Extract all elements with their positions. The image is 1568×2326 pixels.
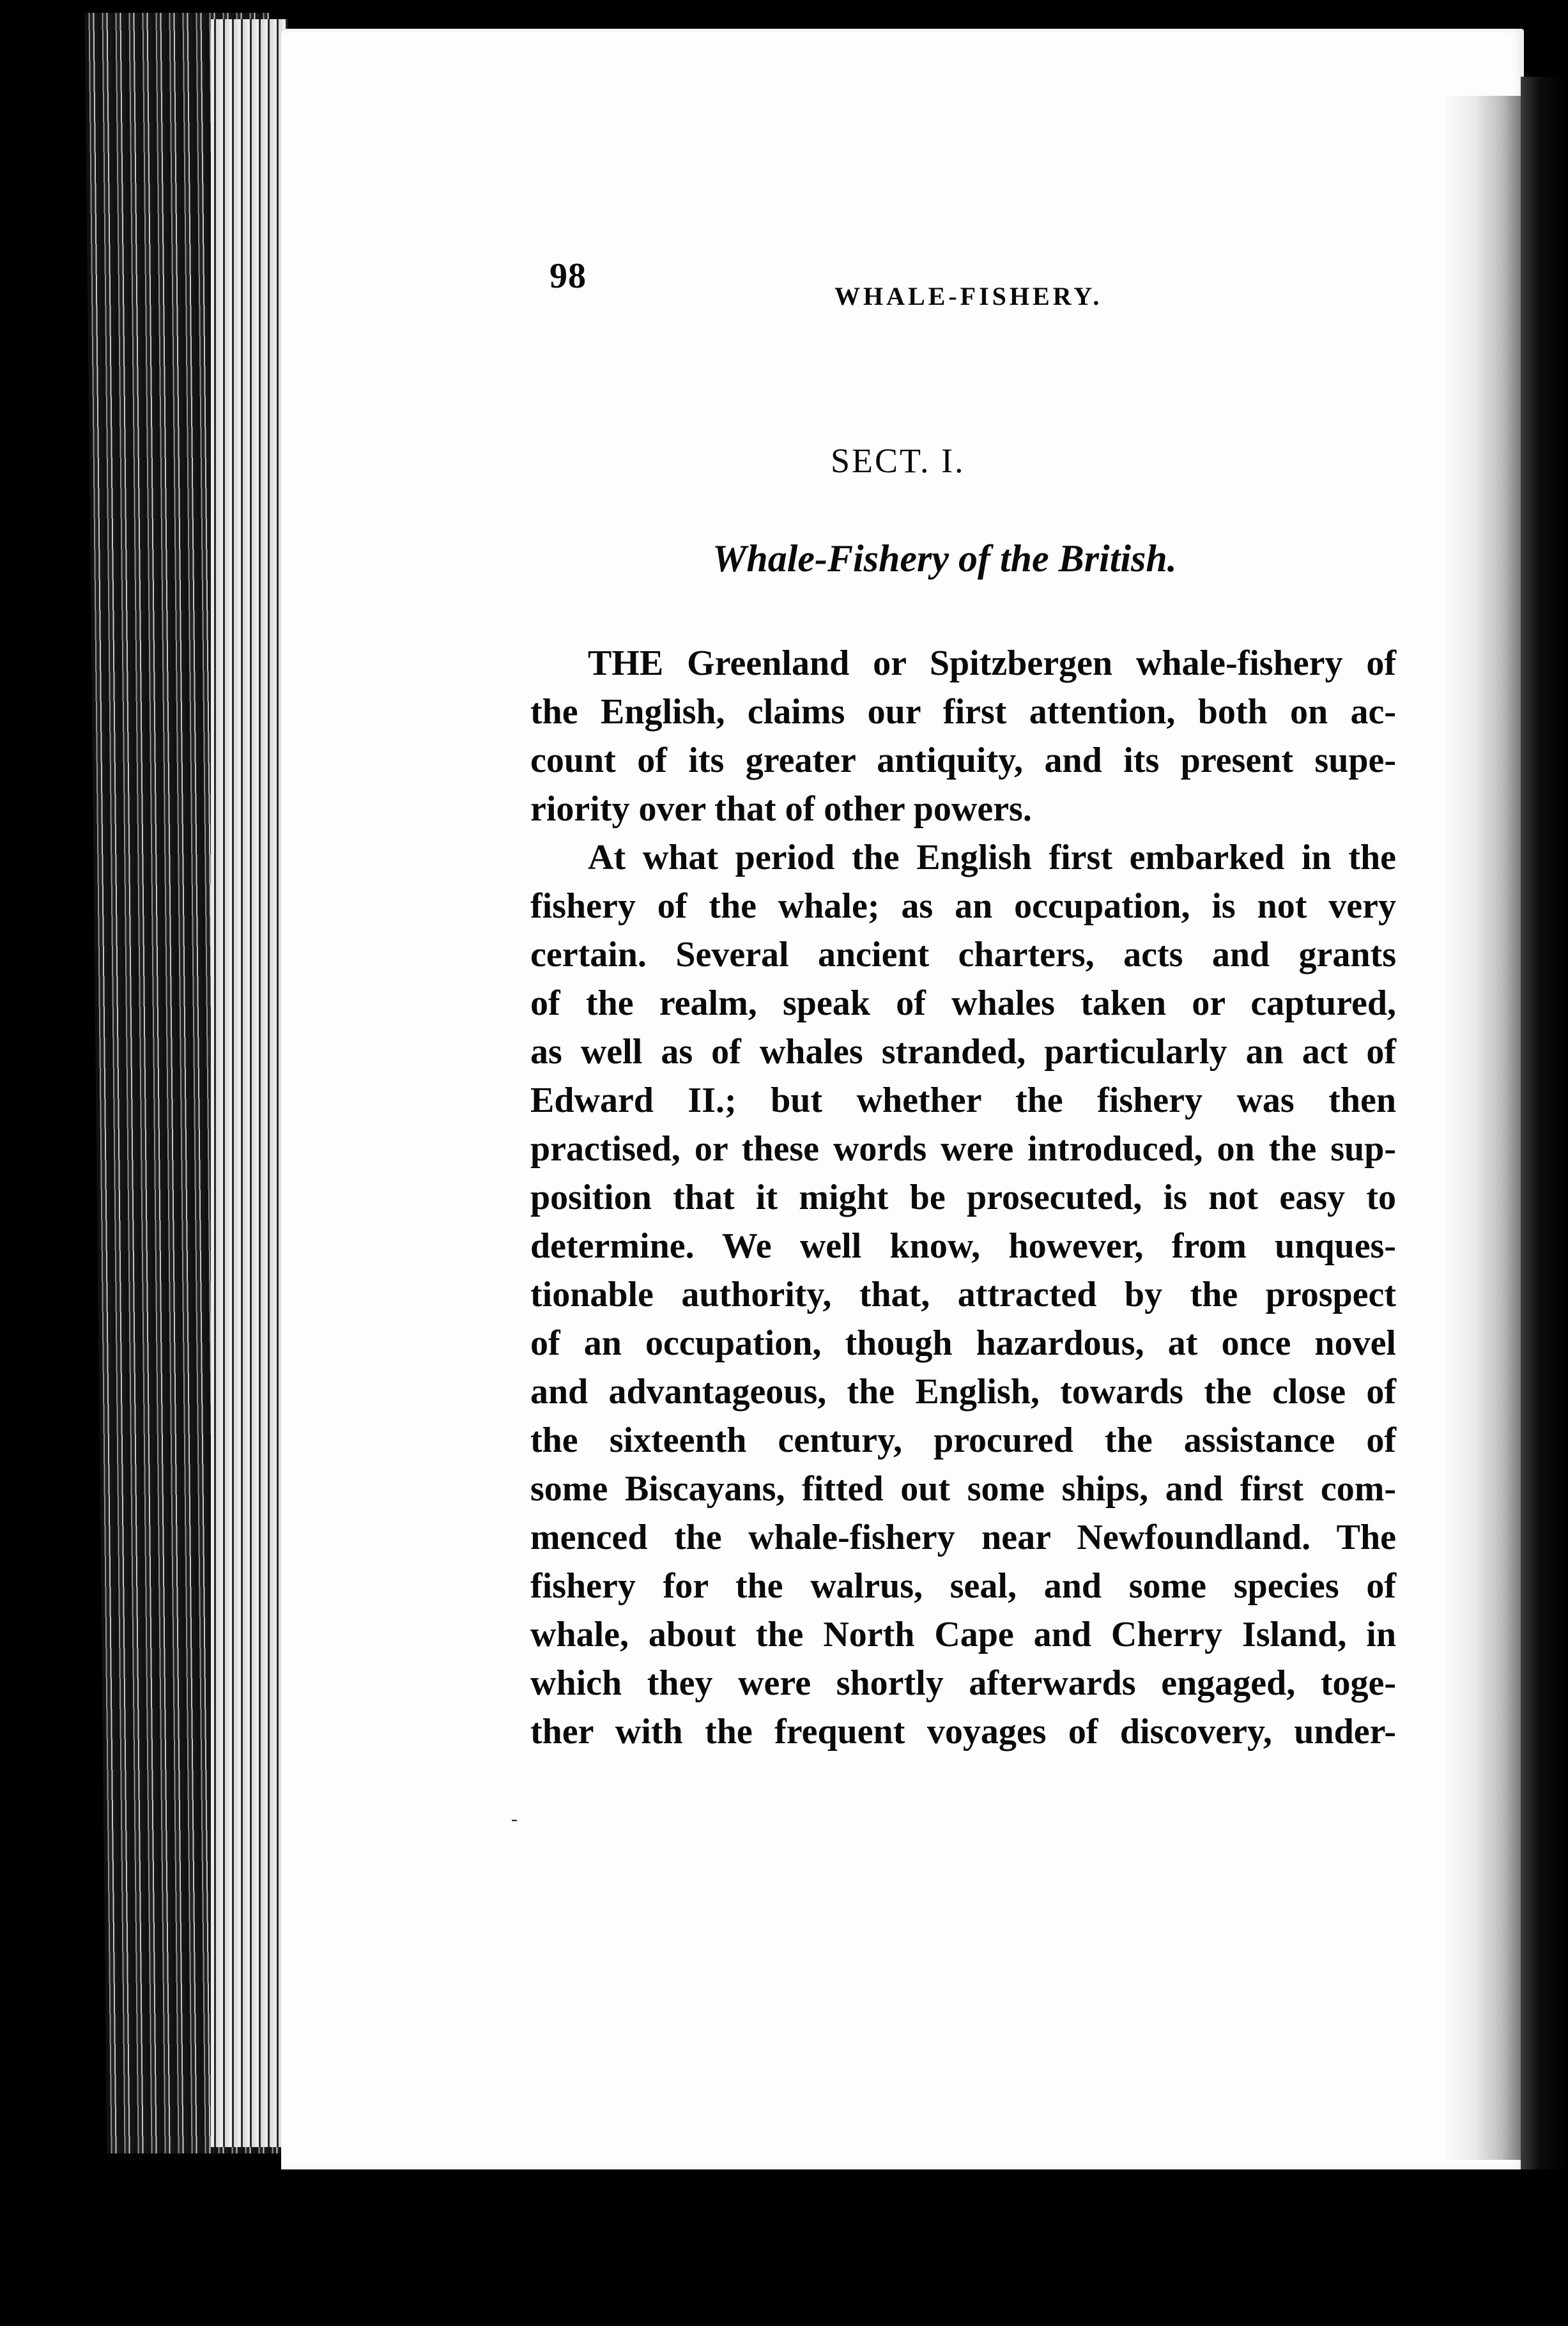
text-line: some Biscayans, fitted out some ships, and first com- — [530, 1469, 1396, 1509]
text-line: tionable authority, that, attracted by the prospect — [530, 1275, 1396, 1314]
page-gutter-shadow — [1445, 96, 1521, 2160]
text-line: as well as of whales stranded, particularly an act of — [530, 1032, 1396, 1072]
text-line: position that it might be prosecuted, is not easy to — [530, 1178, 1396, 1217]
section-title: Whale-Fishery of the British. — [712, 537, 1177, 580]
running-title: WHALE-FISHERY. — [834, 282, 1103, 311]
text-line: Edward II.; but whether the fishery was then — [530, 1081, 1396, 1120]
text-line: whale, about the North Cape and Cherry Island, in — [530, 1615, 1396, 1654]
text-line: the English, claims our first attention, both on ac- — [530, 692, 1396, 732]
text-line: certain. Several ancient charters, acts and grants — [530, 935, 1396, 974]
text-line: THE Greenland or Spitzbergen whale-fishery of — [588, 643, 1396, 683]
book-page-edges-inner — [211, 19, 288, 2147]
paragraph-1 — [530, 639, 1396, 833]
text-line: fishery of the whale; as an occupation, is not very — [530, 886, 1396, 926]
body-text — [530, 639, 1396, 1756]
text-line: the sixteenth century, procured the assistance of — [530, 1421, 1396, 1460]
scan-bottom-band — [0, 2169, 1568, 2326]
section-heading: SECT. I. — [831, 442, 965, 480]
text-line: count of its greater antiquity, and its present supe- — [530, 741, 1396, 780]
paragraph-2 — [530, 833, 1396, 1756]
text-line: practised, or these words were introduced, on the sup- — [530, 1129, 1396, 1169]
scan-speck: - — [511, 1808, 518, 1829]
book-binding-edge — [1521, 77, 1568, 2185]
text-line: of an occupation, though hazardous, at once novel — [530, 1323, 1396, 1363]
text-line: of the realm, speak of whales taken or captured, — [530, 983, 1396, 1023]
text-line: and advantageous, the English, towards the close of — [530, 1372, 1396, 1412]
text-line: ther with the frequent voyages of discovery, under- — [530, 1712, 1396, 1752]
text-line: riority over that of other powers. — [530, 789, 1032, 829]
text-line: determine. We well know, however, from unques- — [530, 1226, 1396, 1266]
text-line: fishery for the walrus, seal, and some species of — [530, 1566, 1396, 1606]
text-line: which they were shortly afterwards engaged, toge- — [530, 1663, 1396, 1703]
text-line: menced the whale-fishery near Newfoundland. The — [530, 1518, 1396, 1557]
page-number: 98 — [550, 256, 587, 296]
running-head — [550, 256, 1418, 311]
text-line: At what period the English first embarked in the — [588, 838, 1396, 877]
